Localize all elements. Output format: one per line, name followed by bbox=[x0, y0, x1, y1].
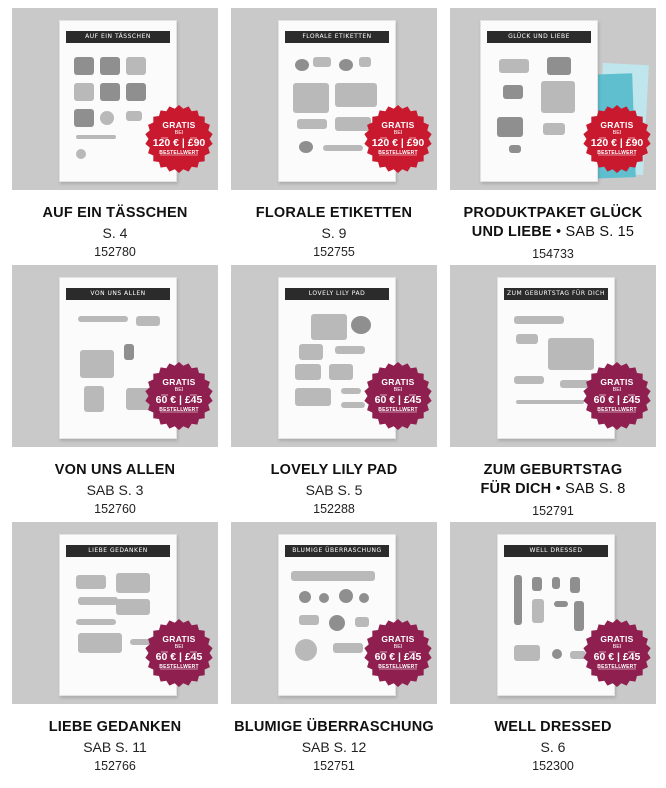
product-title-text: WELL DRESSED bbox=[494, 719, 612, 735]
product-title[interactable] bbox=[12, 204, 218, 223]
item-number: 152755 bbox=[313, 245, 355, 259]
stamp-shape bbox=[74, 57, 94, 75]
stamp-shape bbox=[532, 599, 544, 623]
stamp-shape bbox=[78, 316, 128, 322]
badge-amount: 60 € | £45 bbox=[374, 394, 422, 406]
product-title-text: VON UNS ALLEN bbox=[54, 462, 176, 478]
product-page: SAB S. 11 bbox=[83, 739, 147, 755]
stamp-shape bbox=[136, 316, 160, 326]
stamp-set-label: LOVELY LILY PAD bbox=[285, 288, 389, 300]
product-title-text: AUF EIN TÄSSCHEN bbox=[42, 205, 188, 221]
stamp-sheet bbox=[491, 53, 587, 167]
stamp-shape bbox=[116, 573, 150, 593]
stamp-shape bbox=[339, 589, 353, 603]
stamp-shape bbox=[295, 59, 309, 71]
stamp-set-label: VON UNS ALLEN bbox=[66, 288, 170, 300]
stamp-shape bbox=[552, 649, 562, 659]
product-page: SAB S. 5 bbox=[305, 482, 363, 498]
badge-gratis: GRATIS bbox=[162, 120, 196, 130]
stamp-shape bbox=[313, 57, 331, 67]
stamp-shape bbox=[297, 119, 327, 129]
stamp-shape bbox=[552, 577, 560, 589]
badge-gratis: GRATIS bbox=[381, 634, 415, 644]
stamp-shape bbox=[76, 575, 106, 589]
badge-bei: BEI bbox=[393, 129, 403, 136]
stamp-set-label: GLÜCK UND LIEBE bbox=[487, 31, 591, 43]
stamp-set-label: WELL DRESSED bbox=[504, 545, 608, 557]
product-image[interactable] bbox=[231, 8, 437, 190]
badge-gratis: GRATIS bbox=[600, 120, 634, 130]
product-image[interactable] bbox=[12, 265, 218, 447]
stamp-shape bbox=[295, 639, 317, 661]
stamp-shape bbox=[299, 615, 319, 625]
badge-bei: BEI bbox=[612, 643, 622, 650]
badge-gratis: GRATIS bbox=[381, 120, 415, 130]
item-number: 152791 bbox=[532, 504, 574, 518]
stamp-shape bbox=[554, 601, 568, 607]
item-number: 152300 bbox=[532, 759, 574, 773]
product-image[interactable] bbox=[231, 522, 437, 704]
stamp-shape bbox=[509, 145, 521, 153]
stamp-shape bbox=[341, 388, 361, 394]
stamp-shape bbox=[514, 316, 564, 324]
stamp-shape bbox=[341, 402, 365, 408]
stamp-shape bbox=[84, 386, 104, 412]
free-offer-badge bbox=[363, 618, 433, 688]
stamp-set-label: FLORALE ETIKETTEN bbox=[285, 31, 389, 43]
product-title-line1: PRODUKTPAKET GLÜCK bbox=[463, 205, 643, 221]
product-page: SAB S. 12 bbox=[301, 739, 367, 755]
badge-bei: BEI bbox=[174, 129, 184, 136]
item-number: 152751 bbox=[313, 759, 355, 773]
free-offer-badge bbox=[144, 104, 214, 174]
product-title-text: LOVELY LILY PAD bbox=[270, 462, 398, 478]
stamp-shape bbox=[299, 141, 313, 153]
stamp-shape bbox=[76, 135, 116, 139]
product-image[interactable] bbox=[12, 522, 218, 704]
badge-note: BESTELLWERT bbox=[159, 406, 199, 413]
stamp-shape bbox=[547, 57, 571, 75]
stamp-shape bbox=[329, 364, 353, 380]
product-title[interactable] bbox=[450, 718, 656, 737]
badge-note: BESTELLWERT bbox=[159, 149, 199, 156]
stamp-shape bbox=[514, 645, 540, 661]
stamp-shape bbox=[299, 344, 323, 360]
stamp-shape bbox=[359, 57, 371, 67]
badge-gratis: GRATIS bbox=[600, 377, 634, 387]
stamp-shape bbox=[516, 400, 584, 404]
badge-bei: BEI bbox=[393, 386, 403, 393]
product-title-line2: UND LIEBE bbox=[471, 224, 552, 240]
item-number: 152766 bbox=[94, 759, 136, 773]
stamp-shape bbox=[291, 571, 375, 581]
stamp-shape bbox=[541, 81, 575, 113]
badge-note: BESTELLWERT bbox=[597, 406, 637, 413]
stamp-shape bbox=[503, 85, 523, 99]
stamp-shape bbox=[80, 350, 114, 378]
badge-note: BESTELLWERT bbox=[597, 149, 637, 156]
badge-note: BESTELLWERT bbox=[597, 663, 637, 670]
product-image[interactable] bbox=[12, 8, 218, 190]
stamp-shape bbox=[100, 111, 114, 125]
stamp-shape bbox=[516, 334, 538, 344]
free-offer-badge bbox=[582, 361, 652, 431]
product-page-inline: • SAB S. 15 bbox=[555, 224, 635, 240]
product-title-text: LIEBE GEDANKEN bbox=[48, 719, 182, 735]
stamp-shape bbox=[78, 633, 122, 653]
stamp-shape bbox=[335, 346, 365, 354]
badge-gratis: GRATIS bbox=[162, 634, 196, 644]
product-image[interactable] bbox=[231, 265, 437, 447]
product-title-line2: FÜR DICH bbox=[480, 481, 552, 497]
badge-amount: 60 € | £45 bbox=[374, 651, 422, 663]
free-offer-badge bbox=[582, 104, 652, 174]
stamp-set-case bbox=[480, 20, 598, 182]
badge-bei: BEI bbox=[612, 386, 622, 393]
product-title[interactable] bbox=[450, 461, 656, 499]
stamp-shape bbox=[499, 59, 529, 73]
stamp-shape bbox=[116, 599, 150, 615]
badge-gratis: GRATIS bbox=[381, 377, 415, 387]
product-title[interactable] bbox=[12, 461, 218, 480]
badge-bei: BEI bbox=[174, 643, 184, 650]
product-title[interactable] bbox=[231, 461, 437, 480]
product-image[interactable] bbox=[450, 522, 656, 704]
stamp-shape bbox=[293, 83, 329, 113]
stamp-shape bbox=[78, 597, 118, 605]
stamp-shape bbox=[100, 57, 120, 75]
product-title[interactable] bbox=[12, 718, 218, 737]
stamp-shape bbox=[323, 145, 363, 151]
stamp-shape bbox=[74, 83, 94, 101]
stamp-set-label: LIEBE GEDANKEN bbox=[66, 545, 170, 557]
stamp-shape bbox=[333, 643, 363, 653]
badge-bei: BEI bbox=[393, 643, 403, 650]
stamp-shape bbox=[74, 109, 94, 127]
stamp-shape bbox=[514, 376, 544, 384]
badge-gratis: GRATIS bbox=[162, 377, 196, 387]
product-page-inline: • SAB S. 8 bbox=[555, 481, 626, 497]
stamp-set-label: AUF EIN TÄSSCHEN bbox=[66, 31, 170, 43]
product-title-line1: ZUM GEBURTSTAG bbox=[483, 462, 623, 478]
badge-note: BESTELLWERT bbox=[378, 149, 418, 156]
stamp-shape bbox=[514, 575, 522, 625]
stamp-shape bbox=[76, 619, 116, 625]
badge-amount: 120 € | £90 bbox=[152, 137, 206, 149]
product-title[interactable] bbox=[231, 718, 437, 737]
item-number: 152780 bbox=[94, 245, 136, 259]
badge-note: BESTELLWERT bbox=[159, 663, 199, 670]
badge-amount: 60 € | £45 bbox=[155, 651, 203, 663]
free-offer-badge bbox=[363, 361, 433, 431]
item-number: 152760 bbox=[94, 502, 136, 516]
free-offer-badge bbox=[363, 104, 433, 174]
stamp-shape bbox=[351, 316, 371, 334]
product-title[interactable] bbox=[231, 204, 437, 223]
stamp-shape bbox=[329, 615, 345, 631]
stamp-set-label: BLUMIGE ÜBERRASCHUNG bbox=[285, 545, 389, 557]
badge-amount: 120 € | £90 bbox=[371, 137, 425, 149]
stamp-shape bbox=[295, 364, 321, 380]
free-offer-badge bbox=[582, 618, 652, 688]
item-number: 152288 bbox=[313, 502, 355, 516]
stamp-shape bbox=[126, 57, 146, 75]
badge-bei: BEI bbox=[174, 386, 184, 393]
free-offer-badge bbox=[144, 361, 214, 431]
product-image[interactable] bbox=[450, 265, 656, 447]
stamp-shape bbox=[76, 149, 86, 159]
stamp-shape bbox=[532, 577, 542, 591]
product-page: S. 6 bbox=[540, 739, 566, 755]
badge-note: BESTELLWERT bbox=[378, 406, 418, 413]
product-image[interactable] bbox=[450, 8, 656, 190]
badge-amount: 60 € | £45 bbox=[593, 651, 641, 663]
product-page: S. 4 bbox=[102, 225, 128, 241]
stamp-shape bbox=[497, 117, 523, 137]
stamp-shape bbox=[319, 593, 329, 603]
badge-gratis: GRATIS bbox=[600, 634, 634, 644]
stamp-shape bbox=[100, 83, 120, 101]
stamp-shape bbox=[339, 59, 353, 71]
badge-note: BESTELLWERT bbox=[378, 663, 418, 670]
badge-amount: 120 € | £90 bbox=[590, 137, 644, 149]
stamp-shape bbox=[543, 123, 565, 135]
stamp-shape bbox=[570, 577, 580, 593]
product-title-text: BLUMIGE ÜBERRASCHUNG bbox=[234, 719, 434, 735]
stamp-shape bbox=[311, 314, 347, 340]
badge-amount: 60 € | £45 bbox=[155, 394, 203, 406]
product-page: S. 9 bbox=[321, 225, 347, 241]
stamp-shape bbox=[359, 593, 369, 603]
stamp-shape bbox=[126, 83, 146, 101]
stamp-set-label: ZUM GEBURTSTAG FÜR DICH bbox=[504, 288, 608, 300]
product-title[interactable] bbox=[450, 204, 656, 242]
free-offer-badge bbox=[144, 618, 214, 688]
product-title-text: FLORALE ETIKETTEN bbox=[255, 205, 413, 221]
stamp-shape bbox=[126, 111, 142, 121]
stamp-shape bbox=[295, 388, 331, 406]
badge-amount: 60 € | £45 bbox=[593, 394, 641, 406]
item-number: 154733 bbox=[532, 247, 574, 261]
stamp-shape bbox=[124, 344, 134, 360]
stamp-shape bbox=[299, 591, 311, 603]
product-page: SAB S. 3 bbox=[86, 482, 144, 498]
badge-bei: BEI bbox=[612, 129, 622, 136]
